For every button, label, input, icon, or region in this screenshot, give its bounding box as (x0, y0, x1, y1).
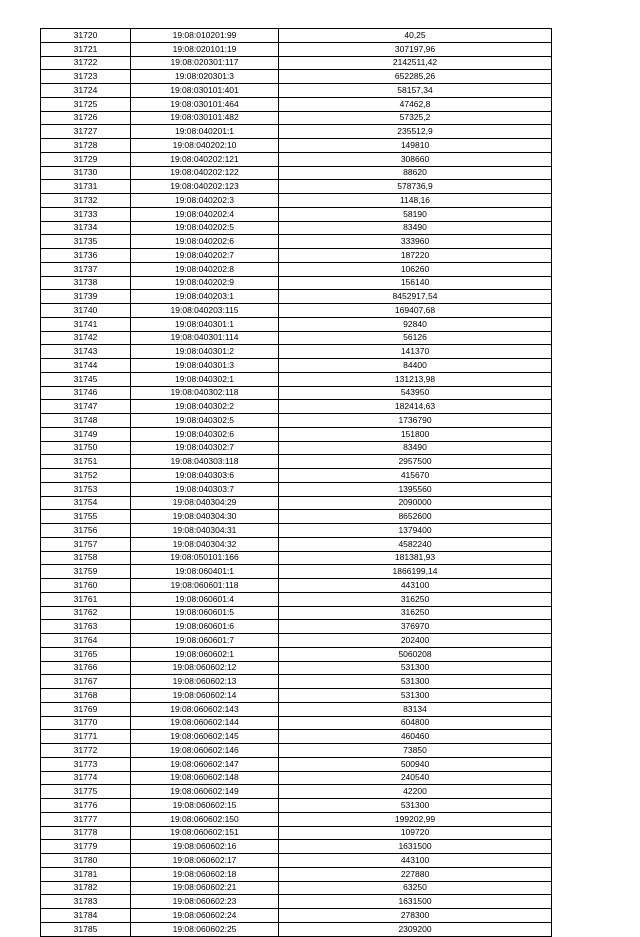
value-cell: 149810 (279, 139, 552, 153)
value-cell: 106260 (279, 262, 552, 276)
table-row (41, 537, 552, 551)
table-row (41, 881, 552, 895)
value-cell: 531300 (279, 689, 552, 703)
row-number-cell: 31738 (41, 276, 131, 290)
cadastral-number-cell: 19:08:040201:1 (131, 125, 279, 139)
cadastral-number-cell: 19:08:040302:6 (131, 427, 279, 441)
row-number-cell: 31745 (41, 372, 131, 386)
value-cell: 58157,34 (279, 84, 552, 98)
cadastral-number-cell: 19:08:060602:144 (131, 716, 279, 730)
value-cell: 500940 (279, 757, 552, 771)
cadastral-number-cell: 19:08:060601:6 (131, 620, 279, 634)
value-cell: 443100 (279, 854, 552, 868)
value-cell: 92840 (279, 317, 552, 331)
table-row (41, 56, 552, 70)
row-number-cell: 31757 (41, 537, 131, 551)
row-number-cell: 31785 (41, 922, 131, 936)
cadastral-number-cell: 19:08:040202:6 (131, 235, 279, 249)
table-row (41, 867, 552, 881)
row-number-cell: 31781 (41, 867, 131, 881)
value-cell: 235512,9 (279, 125, 552, 139)
value-cell: 240540 (279, 771, 552, 785)
table-row (41, 854, 552, 868)
row-number-cell: 31770 (41, 716, 131, 730)
row-number-cell: 31733 (41, 207, 131, 221)
value-cell: 308660 (279, 152, 552, 166)
value-cell: 443100 (279, 579, 552, 593)
row-number-cell: 31742 (41, 331, 131, 345)
table-row (41, 730, 552, 744)
value-cell: 5060208 (279, 647, 552, 661)
row-number-cell: 31735 (41, 235, 131, 249)
table-row (41, 661, 552, 675)
table-row (41, 372, 552, 386)
table-row (41, 455, 552, 469)
value-cell: 8652600 (279, 510, 552, 524)
row-number-cell: 31759 (41, 565, 131, 579)
cadastral-number-cell: 19:08:040202:10 (131, 139, 279, 153)
cadastral-number-cell: 19:08:040202:5 (131, 221, 279, 235)
row-number-cell: 31740 (41, 304, 131, 318)
row-number-cell: 31775 (41, 785, 131, 799)
value-cell: 604800 (279, 716, 552, 730)
row-number-cell: 31749 (41, 427, 131, 441)
cadastral-number-cell: 19:08:040303:7 (131, 482, 279, 496)
value-cell: 56126 (279, 331, 552, 345)
row-number-cell: 31754 (41, 496, 131, 510)
cadastral-number-cell: 19:08:060602:13 (131, 675, 279, 689)
value-cell: 652285,26 (279, 70, 552, 84)
table-row (41, 97, 552, 111)
table-row (41, 276, 552, 290)
table-row (41, 744, 552, 758)
cadastral-number-cell: 19:08:010201:99 (131, 29, 279, 43)
row-number-cell: 31746 (41, 386, 131, 400)
value-cell: 181381,93 (279, 551, 552, 565)
value-cell: 543950 (279, 386, 552, 400)
row-number-cell: 31784 (41, 909, 131, 923)
value-cell: 169407,68 (279, 304, 552, 318)
value-cell: 316250 (279, 606, 552, 620)
table-row (41, 125, 552, 139)
cadastral-number-cell: 19:08:060602:15 (131, 799, 279, 813)
row-number-cell: 31731 (41, 180, 131, 194)
value-cell: 1631500 (279, 895, 552, 909)
cadastral-number-cell: 19:08:040304:32 (131, 537, 279, 551)
cadastral-number-cell: 19:08:030101:401 (131, 84, 279, 98)
cadastral-number-cell: 19:08:060602:147 (131, 757, 279, 771)
cadastral-number-cell: 19:08:040202:4 (131, 207, 279, 221)
value-cell: 316250 (279, 592, 552, 606)
value-cell: 2957500 (279, 455, 552, 469)
cadastral-number-cell: 19:08:040302:1 (131, 372, 279, 386)
row-number-cell: 31721 (41, 42, 131, 56)
table-row (41, 180, 552, 194)
value-cell: 151800 (279, 427, 552, 441)
table-row (41, 606, 552, 620)
cadastral-number-cell: 19:08:040203:115 (131, 304, 279, 318)
value-cell: 40,25 (279, 29, 552, 43)
table-row (41, 359, 552, 373)
cadastral-number-cell: 19:08:040202:8 (131, 262, 279, 276)
row-number-cell: 31764 (41, 634, 131, 648)
cadastral-number-cell: 19:08:030101:464 (131, 97, 279, 111)
cadastral-number-cell: 19:08:060602:21 (131, 881, 279, 895)
row-number-cell: 31771 (41, 730, 131, 744)
cadastral-number-cell: 19:08:040202:7 (131, 249, 279, 263)
value-cell: 88620 (279, 166, 552, 180)
cadastral-number-cell: 19:08:040302:118 (131, 386, 279, 400)
cadastral-number-cell: 19:08:060602:149 (131, 785, 279, 799)
table-row (41, 702, 552, 716)
table-row (41, 345, 552, 359)
value-cell: 83134 (279, 702, 552, 716)
cadastral-number-cell: 19:08:060602:143 (131, 702, 279, 716)
row-number-cell: 31736 (41, 249, 131, 263)
table-row (41, 895, 552, 909)
value-cell: 227880 (279, 867, 552, 881)
row-number-cell: 31782 (41, 881, 131, 895)
row-number-cell: 31747 (41, 400, 131, 414)
value-cell: 202400 (279, 634, 552, 648)
value-cell: 1736790 (279, 414, 552, 428)
cadastral-number-cell: 19:08:030101:482 (131, 111, 279, 125)
cadastral-number-cell: 19:08:040202:9 (131, 276, 279, 290)
row-number-cell: 31729 (41, 152, 131, 166)
cadastral-number-cell: 19:08:060602:150 (131, 812, 279, 826)
table-row (41, 771, 552, 785)
table-row (41, 304, 552, 318)
row-number-cell: 31722 (41, 56, 131, 70)
value-cell: 2309200 (279, 922, 552, 936)
row-number-cell: 31760 (41, 579, 131, 593)
row-number-cell: 31777 (41, 812, 131, 826)
value-cell: 47462,8 (279, 97, 552, 111)
table-row (41, 799, 552, 813)
row-number-cell: 31768 (41, 689, 131, 703)
table-row (41, 29, 552, 43)
cadastral-number-cell: 19:08:060602:24 (131, 909, 279, 923)
value-cell: 531300 (279, 661, 552, 675)
value-cell: 57325,2 (279, 111, 552, 125)
data-table (40, 28, 552, 937)
cadastral-number-cell: 19:08:060602:1 (131, 647, 279, 661)
table-row (41, 386, 552, 400)
cadastral-number-cell: 19:08:020301:117 (131, 56, 279, 70)
value-cell: 307197,96 (279, 42, 552, 56)
row-number-cell: 31724 (41, 84, 131, 98)
cadastral-number-cell: 19:08:040203:1 (131, 290, 279, 304)
table-row (41, 317, 552, 331)
value-cell: 83490 (279, 221, 552, 235)
row-number-cell: 31744 (41, 359, 131, 373)
cadastral-number-cell: 19:08:060602:17 (131, 854, 279, 868)
cadastral-number-cell: 19:08:060601:5 (131, 606, 279, 620)
row-number-cell: 31753 (41, 482, 131, 496)
table-row (41, 909, 552, 923)
table-row (41, 139, 552, 153)
row-number-cell: 31762 (41, 606, 131, 620)
cadastral-number-cell: 19:08:060602:14 (131, 689, 279, 703)
table-row (41, 235, 552, 249)
value-cell: 333960 (279, 235, 552, 249)
row-number-cell: 31772 (41, 744, 131, 758)
value-cell: 131213,98 (279, 372, 552, 386)
row-number-cell: 31737 (41, 262, 131, 276)
cadastral-number-cell: 19:08:040202:122 (131, 166, 279, 180)
row-number-cell: 31765 (41, 647, 131, 661)
value-cell: 83490 (279, 441, 552, 455)
value-cell: 1866199,14 (279, 565, 552, 579)
row-number-cell: 31725 (41, 97, 131, 111)
value-cell: 84400 (279, 359, 552, 373)
value-cell: 187220 (279, 249, 552, 263)
row-number-cell: 31769 (41, 702, 131, 716)
cadastral-number-cell: 19:08:040202:123 (131, 180, 279, 194)
cadastral-number-cell: 19:08:060602:16 (131, 840, 279, 854)
row-number-cell: 31728 (41, 139, 131, 153)
table-row (41, 620, 552, 634)
table-body (41, 29, 552, 937)
value-cell: 376970 (279, 620, 552, 634)
row-number-cell: 31720 (41, 29, 131, 43)
cadastral-number-cell: 19:08:060401:1 (131, 565, 279, 579)
row-number-cell: 31748 (41, 414, 131, 428)
row-number-cell: 31776 (41, 799, 131, 813)
value-cell: 2090000 (279, 496, 552, 510)
value-cell: 531300 (279, 675, 552, 689)
row-number-cell: 31761 (41, 592, 131, 606)
table-row (41, 922, 552, 936)
value-cell: 1148,16 (279, 194, 552, 208)
value-cell: 531300 (279, 799, 552, 813)
cadastral-number-cell: 19:08:040302:7 (131, 441, 279, 455)
row-number-cell: 31752 (41, 469, 131, 483)
value-cell: 141370 (279, 345, 552, 359)
table-row (41, 400, 552, 414)
table-row (41, 551, 552, 565)
row-number-cell: 31756 (41, 524, 131, 538)
value-cell: 73850 (279, 744, 552, 758)
value-cell: 2142511,42 (279, 56, 552, 70)
row-number-cell: 31730 (41, 166, 131, 180)
table-row (41, 290, 552, 304)
cadastral-number-cell: 19:08:050101:166 (131, 551, 279, 565)
row-number-cell: 31783 (41, 895, 131, 909)
value-cell: 415670 (279, 469, 552, 483)
cadastral-number-cell: 19:08:060602:146 (131, 744, 279, 758)
cadastral-number-cell: 19:08:040304:31 (131, 524, 279, 538)
table-row (41, 414, 552, 428)
table-row (41, 496, 552, 510)
cadastral-number-cell: 19:08:040202:3 (131, 194, 279, 208)
table-row (41, 826, 552, 840)
value-cell: 578736,9 (279, 180, 552, 194)
value-cell: 63250 (279, 881, 552, 895)
cadastral-number-cell: 19:08:060601:4 (131, 592, 279, 606)
table-row (41, 482, 552, 496)
table-row (41, 565, 552, 579)
value-cell: 58190 (279, 207, 552, 221)
row-number-cell: 31758 (41, 551, 131, 565)
table-row (41, 812, 552, 826)
row-number-cell: 31726 (41, 111, 131, 125)
cadastral-number-cell: 19:08:060602:18 (131, 867, 279, 881)
value-cell: 182414,63 (279, 400, 552, 414)
value-cell: 42200 (279, 785, 552, 799)
table-row (41, 524, 552, 538)
value-cell: 1379400 (279, 524, 552, 538)
row-number-cell: 31773 (41, 757, 131, 771)
row-number-cell: 31763 (41, 620, 131, 634)
row-number-cell: 31750 (41, 441, 131, 455)
cadastral-number-cell: 19:08:040301:2 (131, 345, 279, 359)
table-row (41, 785, 552, 799)
cadastral-number-cell: 19:08:060602:145 (131, 730, 279, 744)
cadastral-number-cell: 19:08:040301:1 (131, 317, 279, 331)
table-row (41, 221, 552, 235)
cadastral-number-cell: 19:08:060601:118 (131, 579, 279, 593)
table-row (41, 634, 552, 648)
table-row (41, 331, 552, 345)
cadastral-number-cell: 19:08:040301:3 (131, 359, 279, 373)
cadastral-number-cell: 19:08:060602:25 (131, 922, 279, 936)
table-row (41, 152, 552, 166)
cadastral-number-cell: 19:08:040302:5 (131, 414, 279, 428)
cadastral-number-cell: 19:08:060602:12 (131, 661, 279, 675)
table-row (41, 647, 552, 661)
cadastral-number-cell: 19:08:040303:6 (131, 469, 279, 483)
table-row (41, 757, 552, 771)
row-number-cell: 31739 (41, 290, 131, 304)
table-row (41, 207, 552, 221)
value-cell: 199202,99 (279, 812, 552, 826)
table-row (41, 716, 552, 730)
value-cell: 4582240 (279, 537, 552, 551)
table-row (41, 840, 552, 854)
table-row (41, 84, 552, 98)
row-number-cell: 31766 (41, 661, 131, 675)
row-number-cell: 31727 (41, 125, 131, 139)
cadastral-number-cell: 19:08:040304:30 (131, 510, 279, 524)
cadastral-number-cell: 19:08:060601:7 (131, 634, 279, 648)
value-cell: 278300 (279, 909, 552, 923)
value-cell: 156140 (279, 276, 552, 290)
table-row (41, 194, 552, 208)
row-number-cell: 31741 (41, 317, 131, 331)
row-number-cell: 31774 (41, 771, 131, 785)
table-row (41, 70, 552, 84)
row-number-cell: 31755 (41, 510, 131, 524)
cadastral-number-cell: 19:08:060602:148 (131, 771, 279, 785)
value-cell: 460460 (279, 730, 552, 744)
row-number-cell: 31732 (41, 194, 131, 208)
cadastral-number-cell: 19:08:040202:121 (131, 152, 279, 166)
value-cell: 1395560 (279, 482, 552, 496)
row-number-cell: 31767 (41, 675, 131, 689)
cadastral-number-cell: 19:08:040301:114 (131, 331, 279, 345)
cadastral-number-cell: 19:08:060602:151 (131, 826, 279, 840)
row-number-cell: 31734 (41, 221, 131, 235)
cadastral-number-cell: 19:08:060602:23 (131, 895, 279, 909)
row-number-cell: 31751 (41, 455, 131, 469)
table-row (41, 689, 552, 703)
value-cell: 109720 (279, 826, 552, 840)
table-row (41, 166, 552, 180)
table-row (41, 579, 552, 593)
table-row (41, 441, 552, 455)
table-row (41, 262, 552, 276)
row-number-cell: 31779 (41, 840, 131, 854)
cadastral-number-cell: 19:08:020101:19 (131, 42, 279, 56)
table-row (41, 469, 552, 483)
cadastral-number-cell: 19:08:040304:29 (131, 496, 279, 510)
cadastral-number-cell: 19:08:020301:3 (131, 70, 279, 84)
table-row (41, 675, 552, 689)
table-row (41, 427, 552, 441)
row-number-cell: 31723 (41, 70, 131, 84)
row-number-cell: 31780 (41, 854, 131, 868)
cadastral-number-cell: 19:08:040303:118 (131, 455, 279, 469)
table-row (41, 249, 552, 263)
row-number-cell: 31778 (41, 826, 131, 840)
table-row (41, 42, 552, 56)
row-number-cell: 31743 (41, 345, 131, 359)
value-cell: 1631500 (279, 840, 552, 854)
value-cell: 8452917,54 (279, 290, 552, 304)
table-row (41, 111, 552, 125)
table-row (41, 510, 552, 524)
cadastral-number-cell: 19:08:040302:2 (131, 400, 279, 414)
table-row (41, 592, 552, 606)
